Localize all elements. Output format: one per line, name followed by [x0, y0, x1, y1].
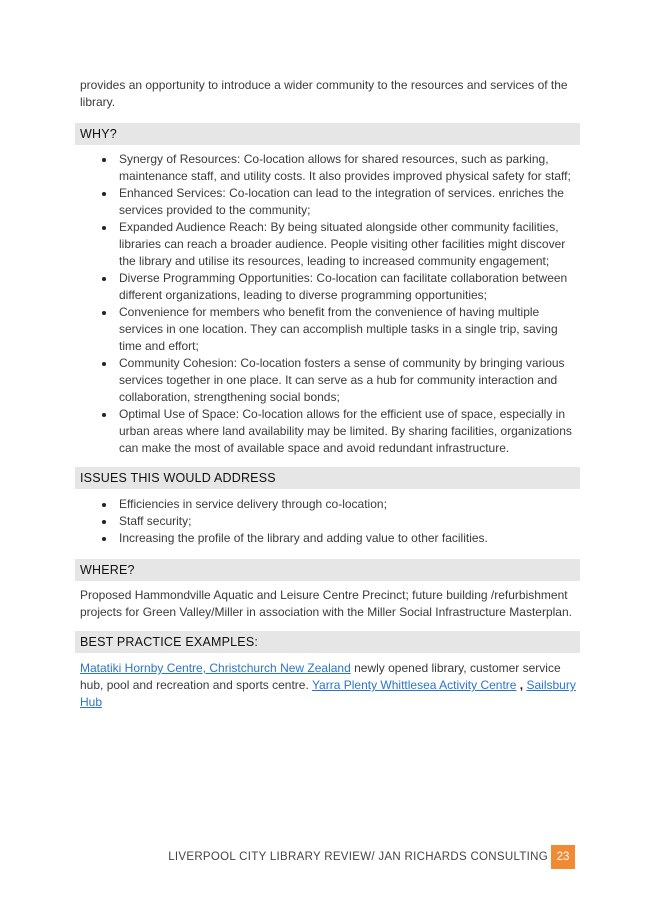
list-item: Diverse Programming Opportunities: Co-location can facilitate collaboration between different organizations, leading to diverse programming opportunities;: [80, 270, 580, 304]
where-heading: WHERE?: [75, 559, 580, 581]
issues-heading: ISSUES THIS WOULD ADDRESS: [75, 467, 580, 489]
matatiki-hornby-link[interactable]: Matatiki Hornby Centre, Christchurch New Zealand: [80, 661, 351, 675]
list-item: Enhanced Services: Co-location can lead to the integration of services. enriches the services provided to the community;: [80, 185, 580, 219]
where-paragraph: Proposed Hammondville Aquatic and Leisure Centre Precinct; future building /refurbishment projects for Green Valley/Miller in association with the Miller Social Infrastructure Masterplan.: [80, 588, 572, 619]
why-list: [80, 151, 580, 457]
intro-paragraph: provides an opportunity to introduce a wider community to the resources and services of the library.: [80, 78, 568, 109]
list-item: Expanded Audience Reach: By being situated alongside other community facilities, libraries can reach a broader audience. People visiting other facilities might discover the library and utilise its resources, leading to increased community engagement;: [80, 219, 580, 270]
sailsbury-hub-link[interactable]: Sailsbury Hub: [80, 678, 576, 709]
why-heading: WHY?: [75, 123, 580, 145]
issues-list: [80, 496, 580, 547]
page-number: 23: [551, 845, 575, 869]
list-item: Synergy of Resources: Co-location allows for shared resources, such as parking, maintenance staff, and utility costs. It also provides improved physical safety for staff;: [80, 151, 580, 185]
list-item: Efficiencies in service delivery through co-location;: [80, 496, 580, 513]
best-practice-paragraph: [80, 660, 580, 711]
list-item: Staff security;: [80, 513, 580, 530]
list-item: Convenience for members who benefit from the convenience of having multiple services in one location. They can accomplish multiple tasks in a single trip, saving time and effort;: [80, 304, 580, 355]
list-item: Community Cohesion: Co-location fosters a sense of community by bringing various services together in one place. It can serve as a hub for community interaction and collaboration, strengthening social bonds;: [80, 355, 580, 406]
yarra-plenty-link[interactable]: Yarra Plenty Whittlesea Activity Centre: [311, 678, 517, 692]
list-item: Increasing the profile of the library and adding value to other facilities.: [80, 530, 580, 547]
best-practice-text: newly opened library, customer service hub, pool and recreation and sports centre.: [80, 661, 561, 692]
best-practice-heading: BEST PRACTICE EXAMPLES:: [75, 631, 580, 653]
footer-title: LIVERPOOL CITY LIBRARY REVIEW/ JAN RICHARDS CONSULTING: [168, 851, 548, 863]
link-separator: ,: [516, 678, 527, 692]
list-item: Optimal Use of Space: Co-location allows for the efficient use of space, especially in urban areas where land availability may be limited. By sharing facilities, organizations can make the most of available space and avoid redundant infrastructure.: [80, 406, 580, 457]
